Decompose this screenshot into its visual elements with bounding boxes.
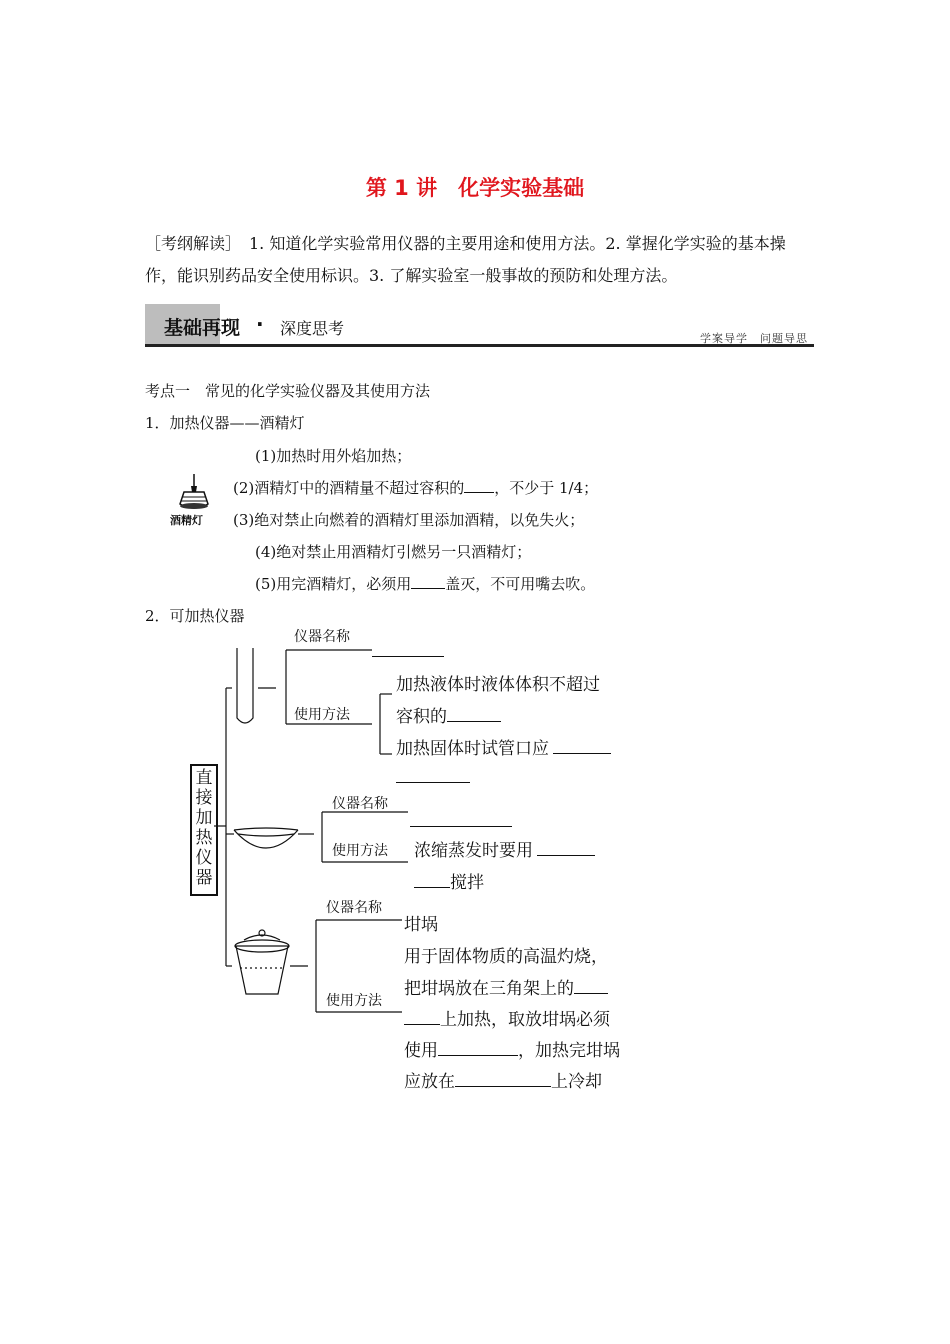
section-band-dot: · bbox=[256, 312, 264, 336]
blank-field[interactable] bbox=[447, 707, 501, 722]
g2-name-label: 仪器名称 bbox=[332, 796, 388, 812]
section-band-title: 基础再现 bbox=[164, 317, 241, 339]
blank-field[interactable] bbox=[455, 1072, 551, 1087]
lamp-rule-2: (2)酒精灯中的酒精量不超过容积的 ，不少于 1/4； bbox=[233, 479, 599, 497]
lamp-rule-5: (5)用完酒精灯，必须用 盖灭，不可用嘴去吹。 bbox=[255, 575, 596, 593]
g1-blank-line[interactable] bbox=[396, 768, 470, 783]
blank-field[interactable] bbox=[438, 1041, 518, 1056]
g3-text-5: 应放在 上冷却 bbox=[404, 1072, 602, 1092]
g2-use-label: 使用方法 bbox=[332, 843, 388, 859]
g1-name-blank[interactable] bbox=[372, 642, 444, 657]
section-band-right-text: 学案导学 问题导思 bbox=[700, 332, 808, 345]
section-band-subtitle: 深度思考 bbox=[280, 319, 345, 338]
g3-use-label: 使用方法 bbox=[326, 993, 382, 1009]
blank-field[interactable] bbox=[574, 979, 608, 994]
blank-field[interactable] bbox=[553, 739, 611, 754]
item2-heading: 2．可加热仪器 bbox=[145, 607, 245, 625]
g3-text-1: 用于固体物质的高温灼烧， bbox=[404, 947, 608, 967]
g3-text-2: 把坩埚放在三角架上的 bbox=[404, 974, 608, 999]
g2-name-blank[interactable] bbox=[410, 812, 512, 827]
g3-name-value: 坩埚 bbox=[404, 915, 438, 935]
item1-heading: 1．加热仪器——酒精灯 bbox=[145, 414, 305, 432]
g1-use-label: 使用方法 bbox=[294, 707, 350, 723]
g3-text-3: 上加热，取放坩埚必须 bbox=[404, 1005, 610, 1030]
blank-field[interactable] bbox=[537, 841, 595, 856]
g3-name-label: 仪器名称 bbox=[326, 900, 382, 916]
direct-heating-label: 直接加热仪器 bbox=[190, 764, 218, 896]
point-heading: 考点一 常见的化学实验仪器及其使用方法 bbox=[145, 382, 431, 400]
blank-field[interactable] bbox=[414, 873, 450, 888]
page-title: 第 1 讲 化学实验基础 bbox=[365, 176, 585, 200]
lamp-rule-1: (1)加热时用外焰加热； bbox=[255, 447, 412, 465]
g3-text-4: 使用 ，加热完坩埚 bbox=[404, 1041, 620, 1061]
g2-text-2: 搅拌 bbox=[414, 868, 484, 893]
g2-text-1: 浓缩蒸发时要用 bbox=[414, 836, 595, 861]
lamp-rule-3: (3)绝对禁止向燃着的酒精灯里添加酒精，以免失火； bbox=[233, 511, 585, 529]
syllabus-line-1: ［考纲解读］ 1. 知道化学实验常用仪器的主要用途和使用方法。2. 掌握化学实验的基本操 bbox=[145, 234, 786, 253]
lamp-rule-4: (4)绝对禁止用酒精灯引燃另一只酒精灯； bbox=[255, 543, 532, 561]
alcohol-lamp-caption: 酒精灯 bbox=[170, 514, 203, 527]
g1-name-label: 仪器名称 bbox=[294, 629, 350, 645]
g1-text-3: 加热固体时试管口应 bbox=[396, 734, 611, 759]
g1-text-2: 容积的 bbox=[396, 702, 501, 727]
syllabus-line-2: 作，能识别药品安全使用标识。3. 了解实验室一般事故的预防和处理方法。 bbox=[145, 266, 678, 285]
g1-text-1: 加热液体时液体体积不超过 bbox=[396, 675, 600, 695]
blank-field[interactable] bbox=[404, 1010, 440, 1025]
